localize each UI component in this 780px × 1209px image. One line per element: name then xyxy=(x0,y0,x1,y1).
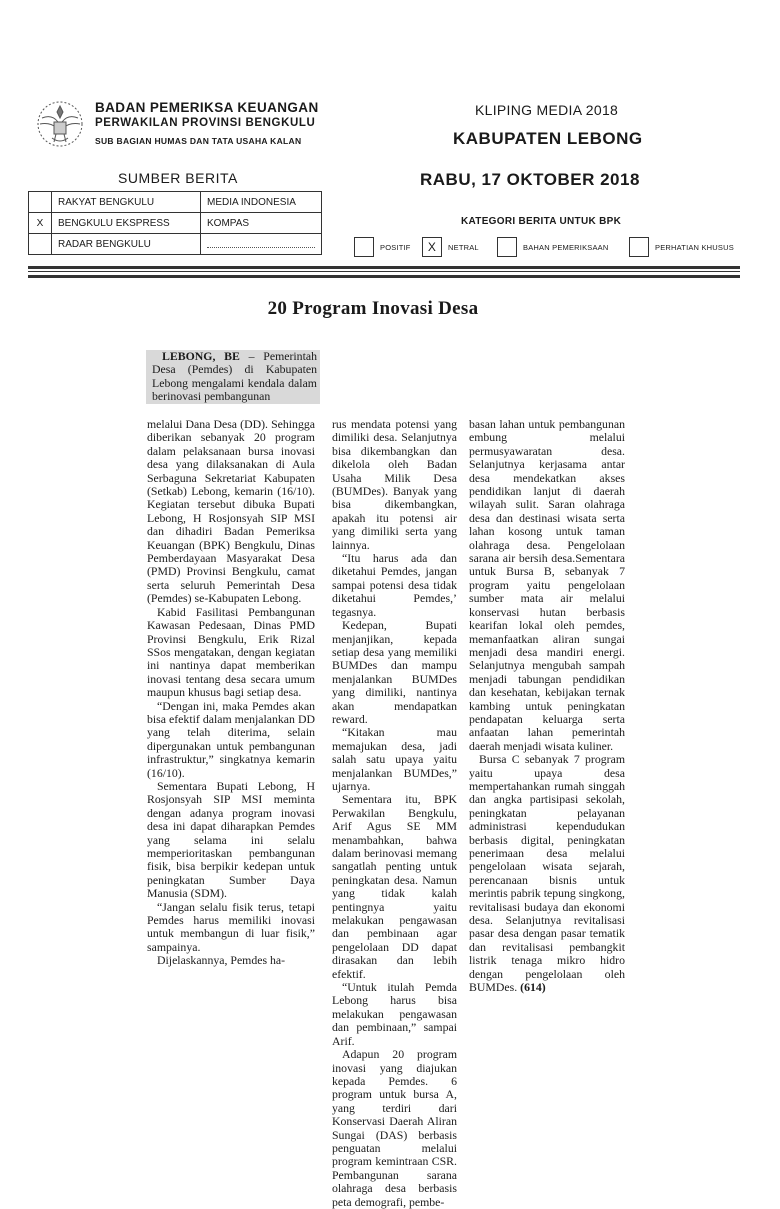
category-label: PERHATIAN KHUSUS xyxy=(655,242,734,252)
source-row xyxy=(29,192,322,213)
paragraph: rus mendata potensi yang dimiliki desa. Selanjutnya bisa dikembangkan dan dikelola oleh Badan Usaha Milik Desa (BUMDes). Banyak yang bisa dikembangkan, apakah itu potensi air yang dimiliki serta yang lainnya. xyxy=(332,417,457,552)
article-column-3 xyxy=(469,418,625,994)
checkbox xyxy=(629,237,649,257)
dateline: LEBONG, BE xyxy=(162,349,240,363)
category-label: POSITIF xyxy=(380,242,411,252)
org-name: BADAN PEMERIKSA KEUANGAN xyxy=(95,100,319,115)
org-subdivision: SUB BAGIAN HUMAS DAN TATA USAHA KALAN xyxy=(95,136,302,146)
source-name: RADAR BENGKULU xyxy=(52,234,201,255)
author-code: (614) xyxy=(517,980,546,995)
org-branch: PERWAKILAN PROVINSI BENGKULU xyxy=(95,117,316,129)
sumber-berita-title: SUMBER BERITA xyxy=(118,170,238,186)
category-bahan-pemeriksaan xyxy=(497,237,609,257)
paragraph: “Jangan selalu fisik terus, tetapi Pemdes harus memiliki inovasi untuk membangun di luar fisik,” sampainya. xyxy=(147,899,315,954)
source-name: MEDIA INDONESIA xyxy=(201,192,322,213)
article-headline: 20 Program Inovasi Desa xyxy=(267,298,479,319)
article-column-1 xyxy=(147,418,315,968)
category-positif xyxy=(354,237,411,257)
paragraph: “Dengan ini, maka Pemdes akan bisa efektif dalam menjalankan DD yang telah diterima, selain dipergunakan untuk pembangunan infrastruktur,” singkatnya kemarin (16/10). xyxy=(147,698,315,780)
header-divider xyxy=(28,271,740,272)
paragraph: Sementara itu, BPK Perwakilan Bengkulu, Arif Agus SE MM menambahkan, bahwa dalam berinovasi memang sangatlah penting untuk peningkatan desa. Namun yang tidak kalah pentingnya yaitu melakukan pengawasan dan pembinaan agar pengelolaan DD dapat dirasakan dan lebih efektif. xyxy=(332,792,457,981)
source-mark xyxy=(29,192,52,213)
category-label: NETRAL xyxy=(448,242,479,252)
header-divider xyxy=(28,275,740,278)
paragraph xyxy=(469,753,625,994)
category-netral xyxy=(422,237,479,257)
paragraph: “Itu harus ada dan diketahui Pemdes, jangan sampai potensi desa tidak diketahui Pemdes,’ tegasnya. xyxy=(332,551,457,619)
source-name: KOMPAS xyxy=(201,213,322,234)
paragraph: Adapun 20 program inovasi yang diajukan kepada Pemdes. 6 program untuk bursa A, yang terdiri dari Konservasi Daerah Aliran Sungai (DAS) berbasis penguatan melalui program kemintraan CSR. Pembangunan sarana olahraga desa berbasis peta demografi, pembe- xyxy=(332,1047,457,1209)
source-row xyxy=(29,234,322,255)
paragraph: Kabid Fasilitasi Pembangunan Kawasan Pedesaan, Dinas PMD Provinsi Bengkulu, Erik Rizal SSos mengatakan, dengan kegiatan ini nantinya dapat memberikan inovasi tentang desa secara umum maupun khusus bagi setiap desa. xyxy=(147,604,315,700)
header-divider xyxy=(28,266,740,269)
dotted-line xyxy=(207,237,315,248)
paragraph: melalui Dana Desa (DD). Sehingga diberikan sebanyak 20 program dalam pelaksanaan bursa inovasi desa yang dilaksanakan di Aula Serbaguna Sekretariat Kabupaten (Setkab) Lebong, kemarin (16/10). Kegiatan tersebut dibuka Bupati Lebong, H Rosjonsyah SIP MSI dan dihadiri Badan Pemeriksa Keuangan (BPK) Bengkulu, Dinas Pemberdayaan Masyarakat Desa (PMD) Provinsi Bengkulu, camat serta seluruh Pemerintah Desa (Pemdes) se-Kabupaten Lebong. xyxy=(147,417,315,606)
kategori-title: KATEGORI BERITA UNTUK BPK xyxy=(461,216,622,227)
kabupaten-title: KABUPATEN LEBONG xyxy=(453,129,643,148)
kliping-title: KLIPING MEDIA 2018 xyxy=(475,102,619,118)
lead-text: – Pemerintah Desa (Pemdes) di Kabupaten Lebong mengalami kendala dalam berinovasi pembangunan xyxy=(152,349,317,404)
paragraph: basan lahan untuk pembangunan embung melalui permusyawaratan desa. Selanjutnya kerjasama antar desa mendekatkan akses pendidikan lanjut di daerah wilayah sulit. Saran olahraga desa dan destinasi wisata serta lahan kosong untuk taman olahraga desa. Pengelolaan sarana air bersih desa.Sementara untuk Bursa B, sebanyak 7 program yaitu pengelolaan sumber mata air melalui konservasi hutan berbasis kearifan lokal oleh pemdes, memanfaatkan aliran sungai menjadi desa mandiri energi. Selanjutnya mengubah sampah menjadi tabungan pendidikan dan kesehatan, kebijakan ternak kambing untuk peningkatan pendapatan keluarga serta anfaatan lahan pemerintah daerah menjadi wisata kuliner. xyxy=(469,417,625,753)
source-mark: X xyxy=(29,213,52,234)
source-name: BENGKULU EKSPRESS xyxy=(52,213,201,234)
paragraph: “Kitakan mau memajukan desa, jadi salah satu upaya yaitu menjalankan BUMDes,” ujarnya. xyxy=(332,725,457,793)
paragraph: Dijelaskannya, Pemdes ha- xyxy=(157,953,286,968)
date-heading: RABU, 17 OKTOBER 2018 xyxy=(420,170,640,189)
article-lead xyxy=(146,350,320,404)
paragraph-text: Bursa C sebanyak 7 program yaitu upaya desa mempertahankan rumah singgah dan angka partisipasi sekolah, peningkatan pelayanan administrasi kependudukan berbasis digital, peningkatan penerimaan desa melalui pengelolaan wisata sejarah, perencanaan bisnis untuk merintis pabrik tepung singkong, revitalisasi budaya dan ekonomi desa. Selanjutnya revitalisasi pasar desa dengan pasar tematik dan revitalisasi pembangkit listrik tenaga mikro hidro dengan pengelolaan oleh BUMDes. xyxy=(469,752,625,995)
category-perhatian-khusus xyxy=(629,237,734,257)
article-column-2 xyxy=(332,418,457,1209)
checkbox xyxy=(497,237,517,257)
source-blank xyxy=(201,234,322,255)
checkbox xyxy=(354,237,374,257)
source-name: RAKYAT BENGKULU xyxy=(52,192,201,213)
paragraph: “Untuk itulah Pemda Lebong harus bisa melakukan pengawasan dan pembinaan,” sampai Arif. xyxy=(332,980,457,1048)
category-label: BAHAN PEMERIKSAAN xyxy=(523,242,609,252)
checkbox: X xyxy=(422,237,442,257)
sumber-berita-table xyxy=(28,191,322,255)
paragraph: Kedepan, Bupati menjanjikan, kepada setiap desa yang memiliki BUMDes dan mampu menjalankan BUMDes yang dimiliki, nantinya akan mendapatkan reward. xyxy=(332,618,457,726)
source-row xyxy=(29,213,322,234)
paragraph: Sementara Bupati Lebong, H Rosjonsyah SIP MSI meminta dengan adanya program inovasi desa ini dapat diharapkan Pemdes yang selama ini selalu memperioritaskan pembangunan fisik, bisa berpikir kedepan untuk peningkatan Sumber Daya Manusia (SDM). xyxy=(147,778,315,901)
garuda-logo-icon xyxy=(30,96,90,152)
source-mark xyxy=(29,234,52,255)
